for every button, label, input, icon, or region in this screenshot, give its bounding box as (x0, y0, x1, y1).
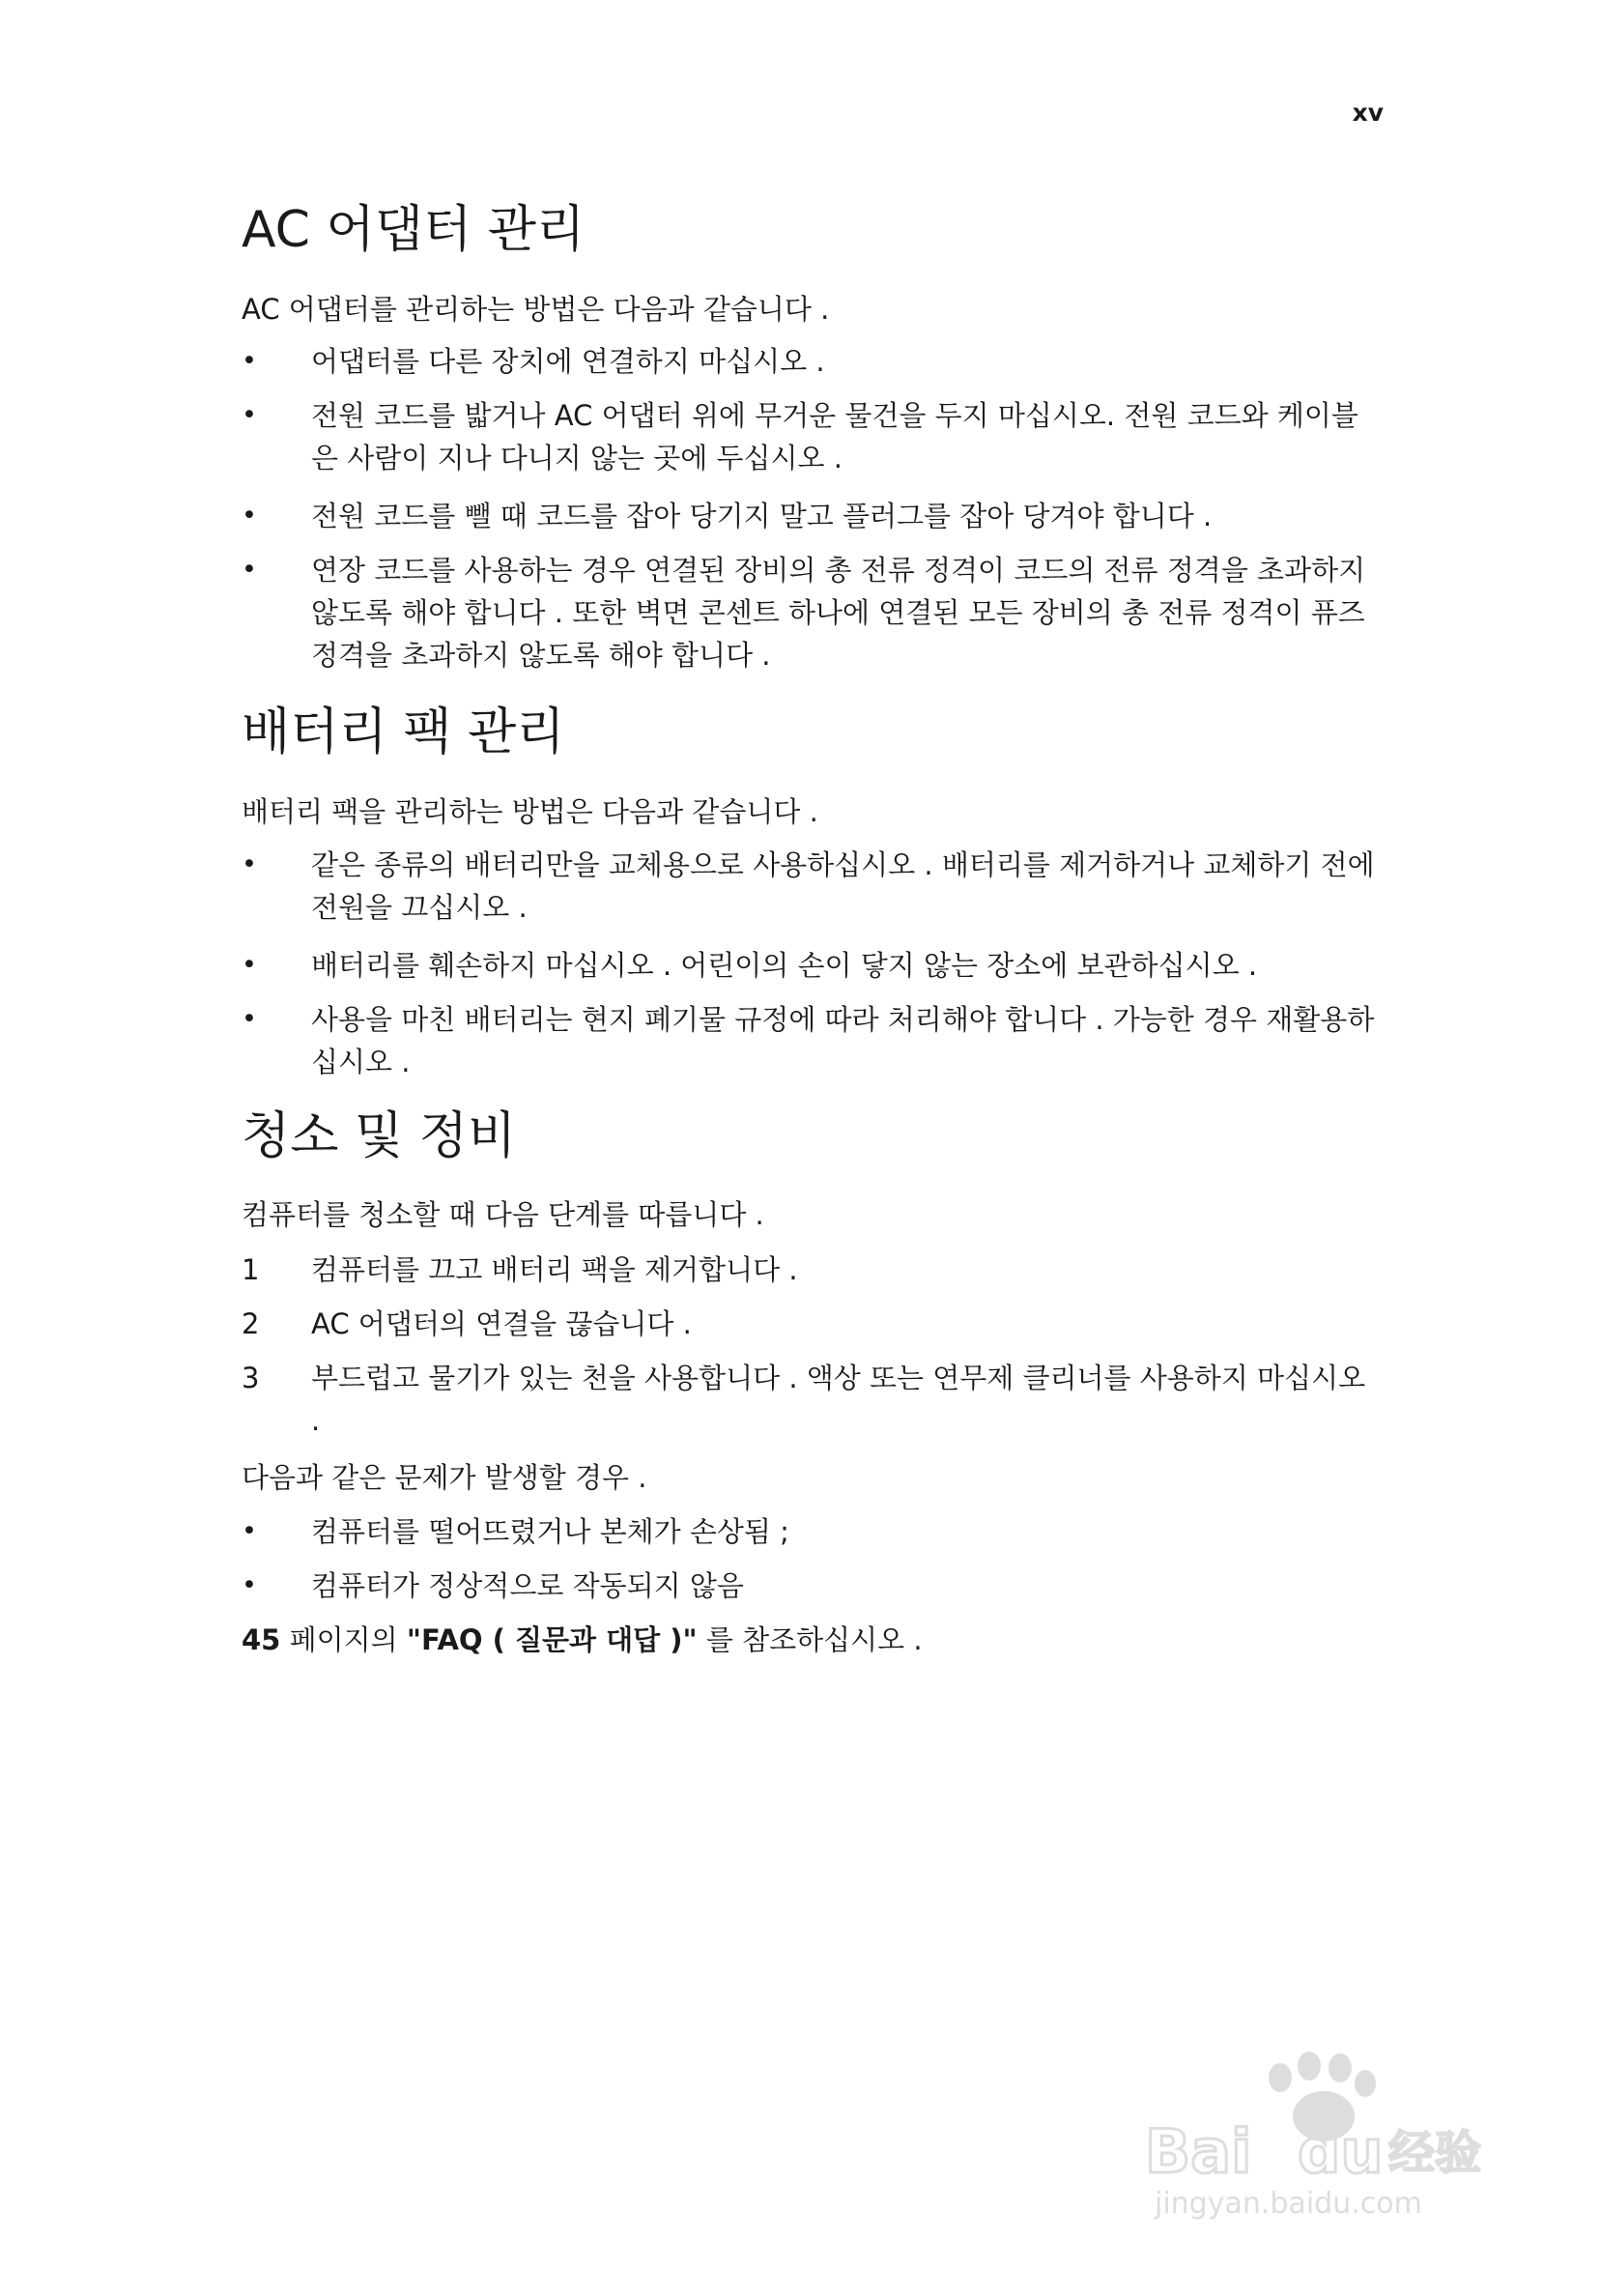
section-intro: AC 어댑터를 관리하는 방법은 다음과 같습니다 . (242, 293, 830, 326)
bullet-icon: • (242, 501, 257, 531)
problem-intro: 다음과 같은 문제가 발생할 경우 . (242, 1461, 647, 1494)
reference-page-number: 45 (242, 1623, 281, 1656)
svg-text:du: du (1298, 2116, 1384, 2187)
section-title-battery: 배터리 팩 관리 (242, 703, 565, 761)
baidu-jingyan-watermark (1135, 2039, 1502, 2223)
section-title-cleaning: 청소 및 정비 (242, 1107, 517, 1165)
bullet-icon: • (242, 1516, 257, 1546)
bullet-icon: • (242, 346, 257, 376)
step-number: 1 (242, 1253, 260, 1286)
step-text: AC 어댑터의 연결을 끊습니다 . (311, 1307, 692, 1340)
list-item-text: 전원 코드를 뺄 때 코드를 잡아 당기지 말고 플러그를 잡아 당겨야 합니다 . (311, 500, 1213, 532)
step-text: 컴퓨터를 끄고 배터리 팩을 제거합니다 . (311, 1253, 798, 1286)
reference-mid-text: 페이지의 (280, 1623, 407, 1656)
bullet-icon: • (242, 1570, 257, 1600)
list-item-text: 전원 코드를 밟거나 AC 어댑터 위에 무거운 물건을 두지 마십시오. 전원 코드와 케이블은 사람이 지나 다니지 않는 곳에 두십시오 . (311, 399, 1358, 474)
section-intro: 배터리 팩을 관리하는 방법은 다음과 같습니다 . (242, 795, 818, 828)
faq-reference (242, 1619, 1382, 1661)
list-item-text: 컴퓨터가 정상적으로 작동되지 않음 (311, 1569, 744, 1602)
list-item-text: 배터리를 훼손하지 마십시오 . 어린이의 손이 닿지 않는 장소에 보관하십시오 . (311, 949, 1258, 982)
watermark-url: jingyan.baidu.com (1155, 2187, 1422, 2221)
reference-faq-link[interactable]: "FAQ ( 질문과 대답 )" (406, 1623, 698, 1656)
step-text: 부드럽고 물기가 있는 천을 사용합니다 . 액상 또는 연무제 클리너를 사용하지 마십시오 . (311, 1362, 1366, 1437)
reference-tail-text: 를 참조하십시오 . (697, 1623, 923, 1656)
page-number: xv (1352, 99, 1384, 127)
step-number: 3 (242, 1362, 260, 1394)
bullet-icon: • (242, 849, 257, 879)
list-item-text: 사용을 마친 배터리는 현지 폐기물 규정에 따라 처리해야 합니다 . 가능한 경우 재활용하십시오 . (311, 1003, 1375, 1078)
list-item-text: 같은 종류의 배터리만을 교체용으로 사용하십시오 . 배터리를 제거하거나 교체하기 전에 전원을 끄십시오 . (311, 848, 1375, 924)
list-item-text: 어댑터를 다른 장치에 연결하지 마십시오 . (311, 345, 825, 378)
bullet-icon: • (242, 555, 257, 585)
list-item-text: 연장 코드를 사용하는 경우 연결된 장비의 총 전류 정격이 코드의 전류 정격을 초과하지 않도록 해야 합니다 . 또한 벽면 콘센트 하나에 연결된 모든 장비의 총 전류 정격이 퓨즈 정격을 초과하지 않도록 해야 합니다 . (311, 554, 1366, 672)
svg-text:经验: 经验 (1388, 2126, 1482, 2180)
svg-text:Bai: Bai (1145, 2116, 1252, 2187)
bullet-icon: • (242, 950, 257, 980)
step-number: 2 (242, 1307, 260, 1340)
section-title-ac-adapter: AC 어댑터 관리 (242, 201, 586, 259)
list-item-text: 컴퓨터를 떨어뜨렸거나 본체가 손상됨 ; (311, 1515, 789, 1548)
bullet-icon: • (242, 400, 257, 430)
bullet-icon: • (242, 1004, 257, 1034)
section-intro: 컴퓨터를 청소할 때 다음 단계를 따릅니다 . (242, 1198, 764, 1231)
